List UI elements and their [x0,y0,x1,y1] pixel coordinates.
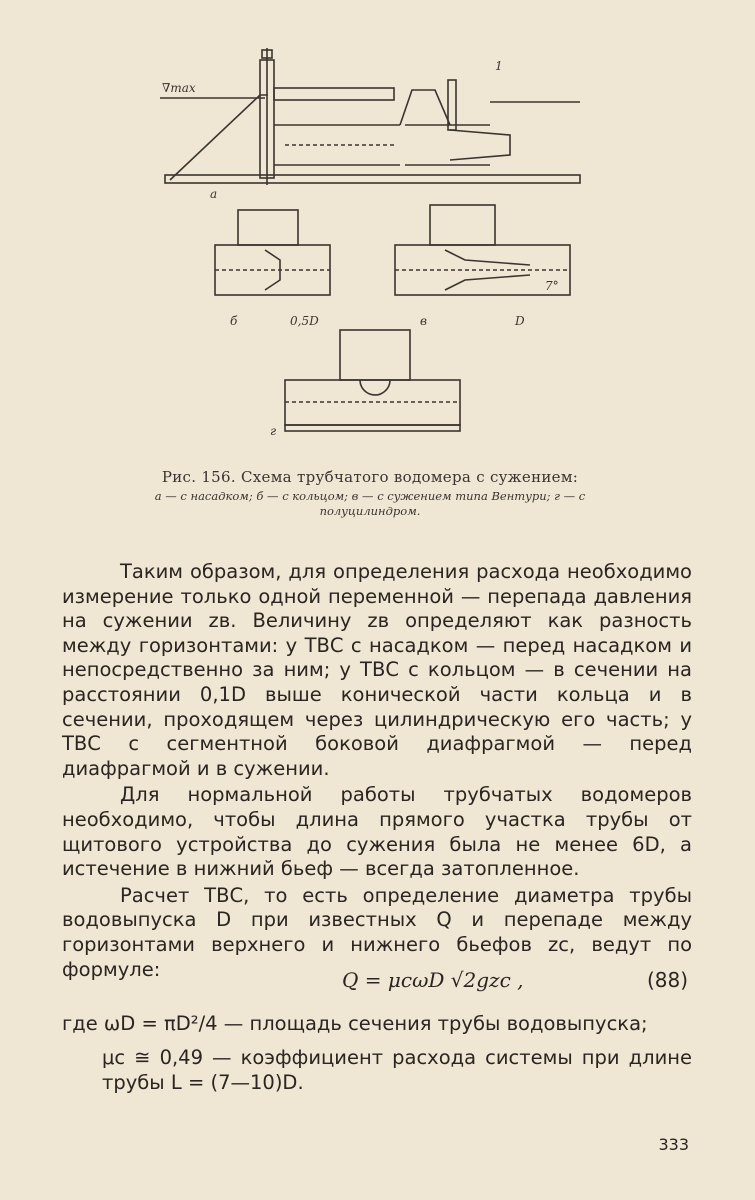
panel-g-half-cylinder [360,380,390,395]
dam-slope [170,95,268,180]
definition-mu: μc ≅ 0,49 — коэффициент расхода системы при длине трубы L = (7—10)D. [102,1046,692,1094]
label-1: 1 [495,59,503,73]
label-a: а [210,187,218,201]
panel-g-foundation [285,425,460,431]
paragraph-1: Таким образом, для определения расхода необходимо измерение только одной переменной — перепада давления на сужении zв. Величину zв определяют как разность между горизонтами: у ТВС с насадком — перед насадком и непосредственно за ним; у ТВС с кольцом — в сечении на расстоянии 0,1D выше конической части кольца и в сечении, проходящем через цилиндрическую его часть; у ТВС с сегментной боковой диафрагмой — перед диафрагмой и в сужении. [62,560,692,780]
panel-v-housing [430,205,495,245]
paragraph-2: Для нормальной работы трубчатых водомеров необходимо, чтобы длина прямого участка трубы от щитового устройства до сужения была не менее 6D, а истечение в нижний бьеф — всегда затопленное. [62,783,692,881]
label-hmax: ∇max [162,81,196,95]
body-text [62,560,692,982]
pipe-cover-upper [274,88,394,100]
label-05D: 0,5D [290,314,319,328]
formula-88 [62,968,692,998]
page-number: 333 [658,1135,689,1154]
panel-b-housing [238,210,298,245]
label-g: г [270,424,277,438]
paragraph-3: Расчет ТВС, то есть определение диаметра трубы водовыпуска D при известных Q и перепаде между горизонтами верхнего и нижнего бьефов zс, ведут по формуле: [62,883,692,981]
formula-expression: Q = μcωD √2gzc , [342,968,524,992]
foundation [165,175,580,183]
label-7deg: 7° [545,279,559,293]
panel-g-housing [340,330,410,380]
nozzle-cone [450,130,510,160]
panel-v-venturi-top [445,250,530,265]
caption-title: Рис. 156. Схема трубчатого водомера с сужением: [161,468,579,486]
label-b: б [230,314,238,328]
panel-v-venturi-bottom [445,275,530,290]
nozzle-housing [400,90,450,125]
diagram-svg [150,40,590,440]
figure-caption [150,468,590,519]
figure-water-meter-diagram [150,40,590,440]
caption-subtitle: а — с насадком; б — с кольцом; в — с сужением типа Вентури; г — с полуцилиндром. [154,489,586,518]
formula-number: (88) [646,968,688,992]
label-v: в [420,314,427,328]
label-D-v: D [515,314,525,328]
definition-omega: где ωD = πD²/4 — площадь сечения трубы водовыпуска; [62,1012,648,1035]
